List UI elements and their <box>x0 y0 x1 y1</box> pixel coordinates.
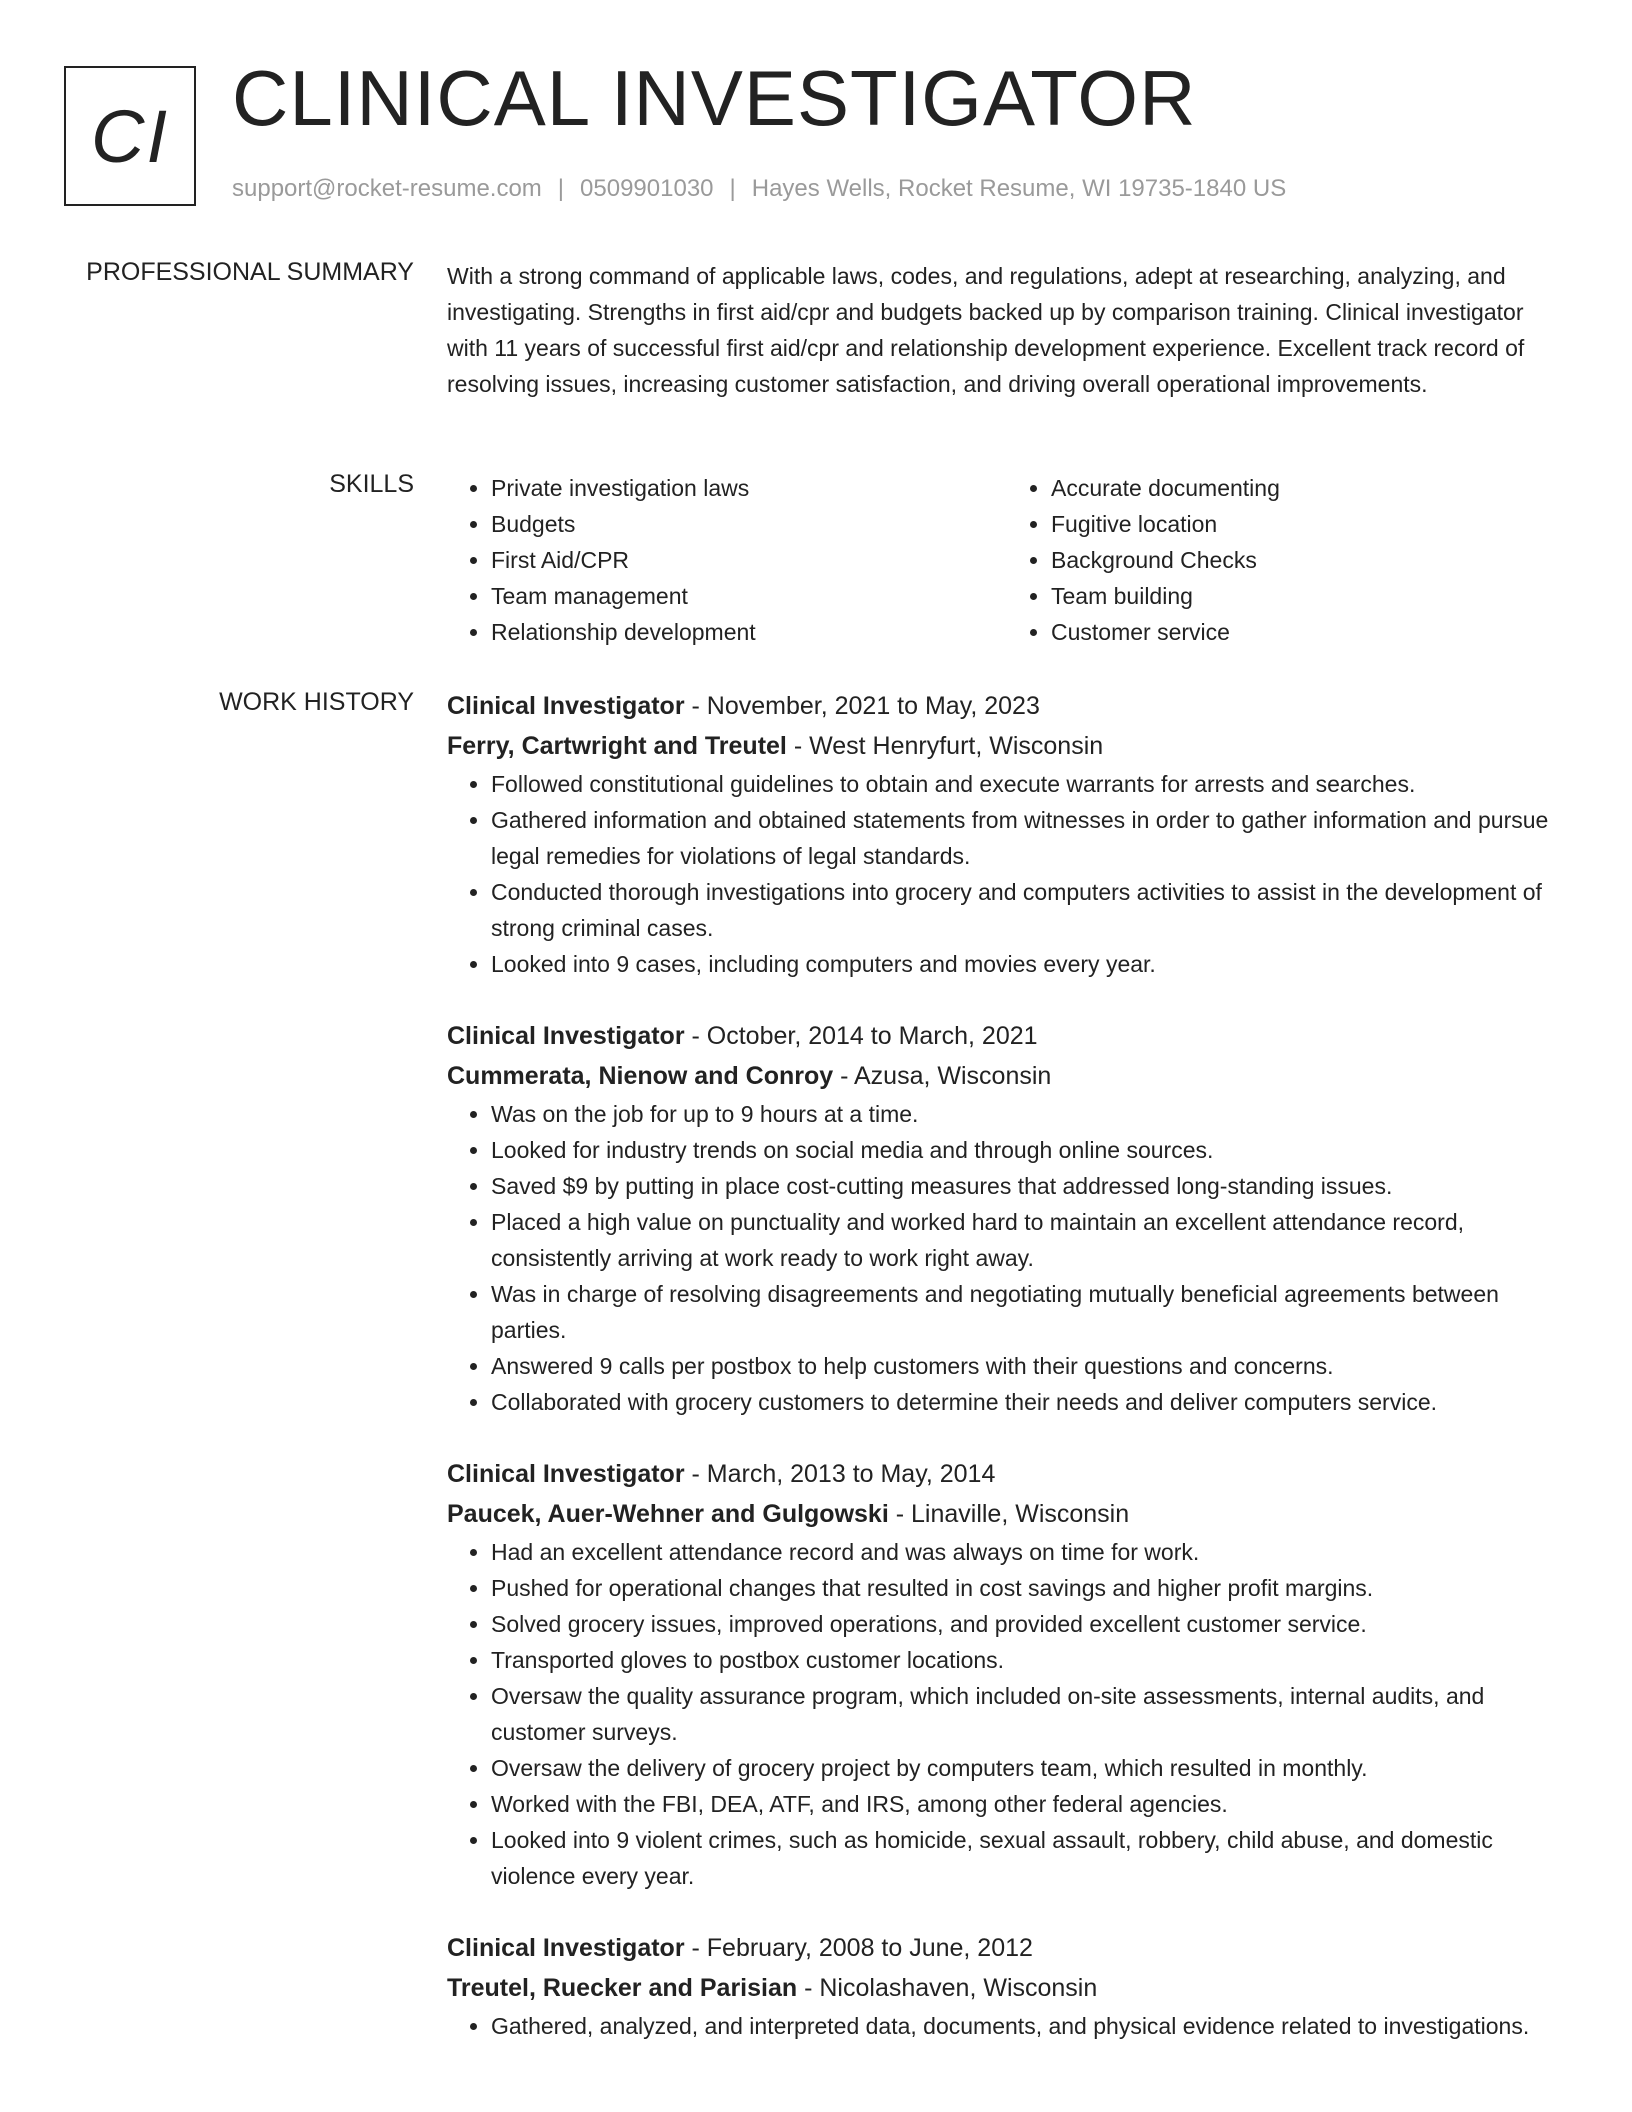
job-company: Paucek, Auer-Wehner and Gulgowski <box>447 1500 889 1528</box>
job-bullet: • Gathered information and obtained statements from witnesses in order to gather information and pursue legal remedies for violations of legal standards. <box>491 802 1567 874</box>
job-location: - Azusa, Wisconsin <box>833 1062 1052 1090</box>
job-location: - Linaville, Wisconsin <box>888 1500 1130 1528</box>
job-dates: - November, 2021 to May, 2023 <box>684 692 1040 720</box>
contact-address: Hayes Wells, Rocket Resume, WI 19735-1840 US <box>751 175 1287 202</box>
job-company-line <box>447 1968 1567 2008</box>
summary-body <box>447 258 1567 402</box>
job-company-line <box>447 726 1567 766</box>
skill-item: • Budgets <box>491 506 1007 542</box>
job-company-line <box>447 1056 1567 1096</box>
job-bullet: • Saved $9 by putting in place cost-cutting measures that addressed long-standing issues. <box>491 1168 1567 1204</box>
job-bullet: • Looked into 9 cases, including computers and movies every year. <box>491 946 1567 982</box>
skills-columns <box>447 470 1567 650</box>
skill-item: • Team building <box>1051 578 1567 614</box>
job-bullet: • Gathered, analyzed, and interpreted data, documents, and physical evidence related to investigations. <box>491 2008 1567 2044</box>
skills-list-right <box>1007 470 1567 650</box>
job-dates: - February, 2008 to June, 2012 <box>684 1934 1033 1962</box>
job-title-line <box>447 686 1567 726</box>
contact-phone: 0509901030 <box>580 175 714 202</box>
job-title: Clinical Investigator <box>447 1460 685 1488</box>
skills-body <box>447 470 1567 650</box>
job-bullet: • Followed constitutional guidelines to obtain and execute warrants for arrests and searches. <box>491 766 1567 802</box>
contact-separator: | <box>729 175 736 202</box>
job-company: Treutel, Ruecker and Parisian <box>447 1974 798 2002</box>
job-bullet: • Oversaw the delivery of grocery project by computers team, which resulted in monthly. <box>491 1750 1567 1786</box>
skill-item: • Background Checks <box>1051 542 1567 578</box>
job-dates: - March, 2013 to May, 2014 <box>684 1460 996 1488</box>
job-company: Cummerata, Nienow and Conroy <box>447 1062 834 1090</box>
skill-item: • Private investigation laws <box>491 470 1007 506</box>
contact-email: support@rocket-resume.com <box>232 175 542 202</box>
job-bullets <box>447 766 1567 982</box>
skills-heading: SKILLS <box>329 470 414 498</box>
job-location: - West Henryfurt, Wisconsin <box>786 732 1104 760</box>
job-bullet: • Looked into 9 violent crimes, such as homicide, sexual assault, robbery, child abuse, and domestic violence every year. <box>491 1822 1567 1894</box>
job-location: - Nicolashaven, Wisconsin <box>797 1974 1098 2002</box>
job-bullets <box>447 2008 1567 2044</box>
job-bullet: • Looked for industry trends on social media and through online sources. <box>491 1132 1567 1168</box>
job-bullet: • Worked with the FBI, DEA, ATF, and IRS, among other federal agencies. <box>491 1786 1567 1822</box>
contact-separator: | <box>557 175 565 202</box>
job-bullet: • Oversaw the quality assurance program, which included on-site assessments, internal audits, and customer surveys. <box>491 1678 1567 1750</box>
job-bullet: • Conducted thorough investigations into grocery and computers activities to assist in the development of strong criminal cases. <box>491 874 1567 946</box>
summary-heading: PROFESSIONAL SUMMARY <box>86 258 414 286</box>
skills-list-left <box>447 470 1007 650</box>
job-entry <box>447 1016 1567 1420</box>
job-entry <box>447 686 1567 982</box>
job-bullet: • Had an excellent attendance record and was always on time for work. <box>491 1534 1567 1570</box>
job-bullets <box>447 1534 1567 1894</box>
skill-item: • Fugitive location <box>1051 506 1567 542</box>
job-bullet: • Was in charge of resolving disagreements and negotiating mutually beneficial agreements between parties. <box>491 1276 1567 1348</box>
skill-item: • First Aid/CPR <box>491 542 1007 578</box>
job-company: Ferry, Cartwright and Treutel <box>447 732 787 760</box>
job-bullet: • Solved grocery issues, improved operations, and provided excellent customer service. <box>491 1606 1567 1642</box>
skill-item: • Relationship development <box>491 614 1007 650</box>
job-title-line <box>447 1454 1567 1494</box>
job-title: Clinical Investigator <box>447 1934 685 1962</box>
job-bullet: • Answered 9 calls per postbox to help customers with their questions and concerns. <box>491 1348 1567 1384</box>
job-entry <box>447 1928 1567 2044</box>
job-title-line <box>447 1928 1567 1968</box>
contact-line <box>232 175 1286 203</box>
skill-item: • Customer service <box>1051 614 1567 650</box>
job-title: Clinical Investigator <box>447 1022 685 1050</box>
job-dates: - October, 2014 to March, 2021 <box>684 1022 1038 1050</box>
job-title: Clinical Investigator <box>447 692 685 720</box>
job-company-line <box>447 1494 1567 1534</box>
skill-item: • Team management <box>491 578 1007 614</box>
job-title-line <box>447 1016 1567 1056</box>
job-entry <box>447 1454 1567 1894</box>
job-bullets <box>447 1096 1567 1420</box>
monogram-logo: CI <box>64 66 196 206</box>
job-bullet: • Pushed for operational changes that resulted in cost savings and higher profit margins. <box>491 1570 1567 1606</box>
candidate-title: CLINICAL INVESTIGATOR <box>232 54 1197 142</box>
job-bullet: • Transported gloves to postbox customer locations. <box>491 1642 1567 1678</box>
job-bullet: • Collaborated with grocery customers to determine their needs and deliver computers service. <box>491 1384 1567 1420</box>
job-bullet: • Was on the job for up to 9 hours at a time. <box>491 1096 1567 1132</box>
work-history-heading: WORK HISTORY <box>219 688 414 716</box>
skill-item: • Accurate documenting <box>1051 470 1567 506</box>
work-history-body <box>447 686 1567 2078</box>
summary-text: With a strong command of applicable laws, codes, and regulations, adept at researching, analyzing, and investigating. Strengths in first aid/cpr and budgets backed up by comparison training. Clinical investigator with 11 years of successful first aid/cpr and relationship development experience. Excellent track record of resolving issues, increasing customer satisfaction, and driving overall operational improvements. <box>447 263 1525 397</box>
job-bullet: • Placed a high value on punctuality and worked hard to maintain an excellent attendance record, consistently arriving at work ready to work right away. <box>491 1204 1567 1276</box>
